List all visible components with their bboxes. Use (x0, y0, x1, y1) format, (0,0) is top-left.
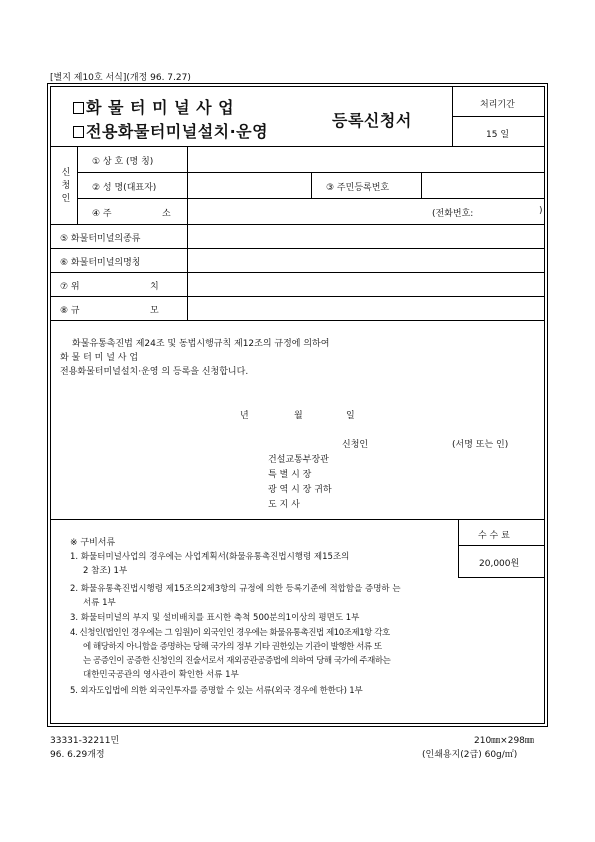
doc-item: 5. 외자도입법에 의한 외국인투자를 증명할 수 있는 서류(외국 경우에 한한다) 1부 (70, 686, 363, 696)
form-title-right: 등록신청서 (332, 111, 412, 130)
form-code: 33331-32211민 (50, 736, 120, 746)
signature-or-seal: (서명 또는 인) (452, 440, 509, 450)
business-name-field[interactable] (190, 151, 542, 167)
form-number-label: [별지 제10호 서식](개정 96. 7.27) (50, 73, 191, 83)
field-label-address-2: 소 (162, 209, 171, 219)
field-label-scale: ⑧ 규 (60, 306, 80, 316)
field-label-location: ⑦ 위 (60, 282, 80, 292)
fee-label: 수 수 료 (478, 531, 510, 541)
date-year-label: 년 (240, 411, 249, 421)
body-line-1: 화물유통촉진법 제24조 및 동법시행규칙 제12조의 규정에 의하여 (72, 339, 330, 349)
scale-field[interactable] (190, 300, 542, 316)
form-title-line2: 전용화물터미널설치·운영 (73, 119, 268, 142)
date-day-label: 일 (346, 411, 355, 421)
field-label-address: ④ 주 (92, 209, 112, 219)
phone-label: (전화번호: (432, 209, 474, 219)
doc-item: 1. 화물터미널사업의 경우에는 사업계획서(화물유통촉진법시행령 제15조의 (70, 552, 350, 562)
field-label-business-name: ① 상 호 (명 칭) (92, 157, 154, 167)
terminal-type-field[interactable] (190, 228, 542, 244)
field-label-terminal-type: ⑤ 화물터미널의종류 (60, 234, 141, 244)
checkbox-icon[interactable] (73, 102, 84, 114)
doc-item: 대한민국공관의 영사관이 확인한 서류 1부 (83, 670, 239, 680)
field-label-terminal-name: ⑥ 화물터미널의명칭 (60, 258, 141, 268)
addressee-2: 특 별 시 장 (268, 470, 312, 480)
doc-item: 2 참조) 1부 (83, 566, 128, 576)
form-title-line1: 화 물 터 미 널 사 업 (73, 95, 234, 118)
paper-spec: (인쇄용지(2급) 60g/㎡) (422, 750, 518, 760)
body-line-2: 화 물 터 미 널 사 업 (60, 353, 139, 363)
addressee-3: 광 역 시 장 귀하 (268, 485, 332, 495)
terminal-name-field[interactable] (190, 252, 542, 268)
doc-item: 에 해당하지 아니함을 증명하는 당해 국가의 정부 기타 권한있는 기관이 발행한 서류 또 (83, 642, 382, 652)
field-label-resident-number: ③ 주민등록번호 (326, 183, 390, 193)
field-label-location-2: 치 (150, 282, 159, 292)
checkbox-icon[interactable] (73, 126, 84, 138)
doc-item: 3. 화물터미널의 부지 및 설비배치를 표시한 축척 500분의1이상의 평면도 1부 (70, 613, 360, 623)
addressee-4: 도 지 사 (268, 500, 300, 510)
doc-item: 4. 신청인(법인인 경우에는 그 임원)이 외국인인 경우에는 화물유통촉진법 제10조제1항 각호 (70, 628, 390, 638)
processing-period-label: 처리기간 (480, 100, 515, 110)
address-field[interactable] (190, 203, 428, 219)
resident-number-field[interactable] (424, 177, 542, 193)
revision-date: 96. 6.29개정 (50, 750, 105, 760)
body-line-3: 전용화물터미널설치·운영 의 등록을 신청합니다. (60, 367, 249, 377)
addressee-1: 건설교통부장관 (268, 455, 329, 465)
field-label-scale-2: 모 (150, 306, 159, 316)
doc-item: 2. 화물유통촉진법시행령 제15조의2제3항의 규정에 의한 등록기준에 적합함을 증명하 는 (70, 584, 401, 594)
fee-value: 20,000원 (479, 559, 520, 569)
doc-item: 는 공증인이 공증한 신청인의 진술서로서 재외공관공증법에 의하여 당해 국가에 주재하는 (83, 656, 391, 666)
required-docs-heading: ※ 구비서류 (70, 538, 116, 548)
location-field[interactable] (190, 276, 542, 292)
phone-close: ) (539, 206, 543, 216)
processing-period-value: 15 일 (486, 130, 510, 140)
applicant-signature-label: 신청인 (342, 440, 369, 450)
date-month-label: 월 (294, 411, 303, 421)
field-label-representative: ② 성 명(대표자) (92, 183, 157, 193)
doc-item: 서류 1부 (83, 598, 116, 608)
paper-size: 210㎜×298㎜ (474, 736, 534, 746)
applicant-section-label: 신 청 인 (61, 168, 71, 204)
representative-field[interactable] (190, 177, 308, 193)
